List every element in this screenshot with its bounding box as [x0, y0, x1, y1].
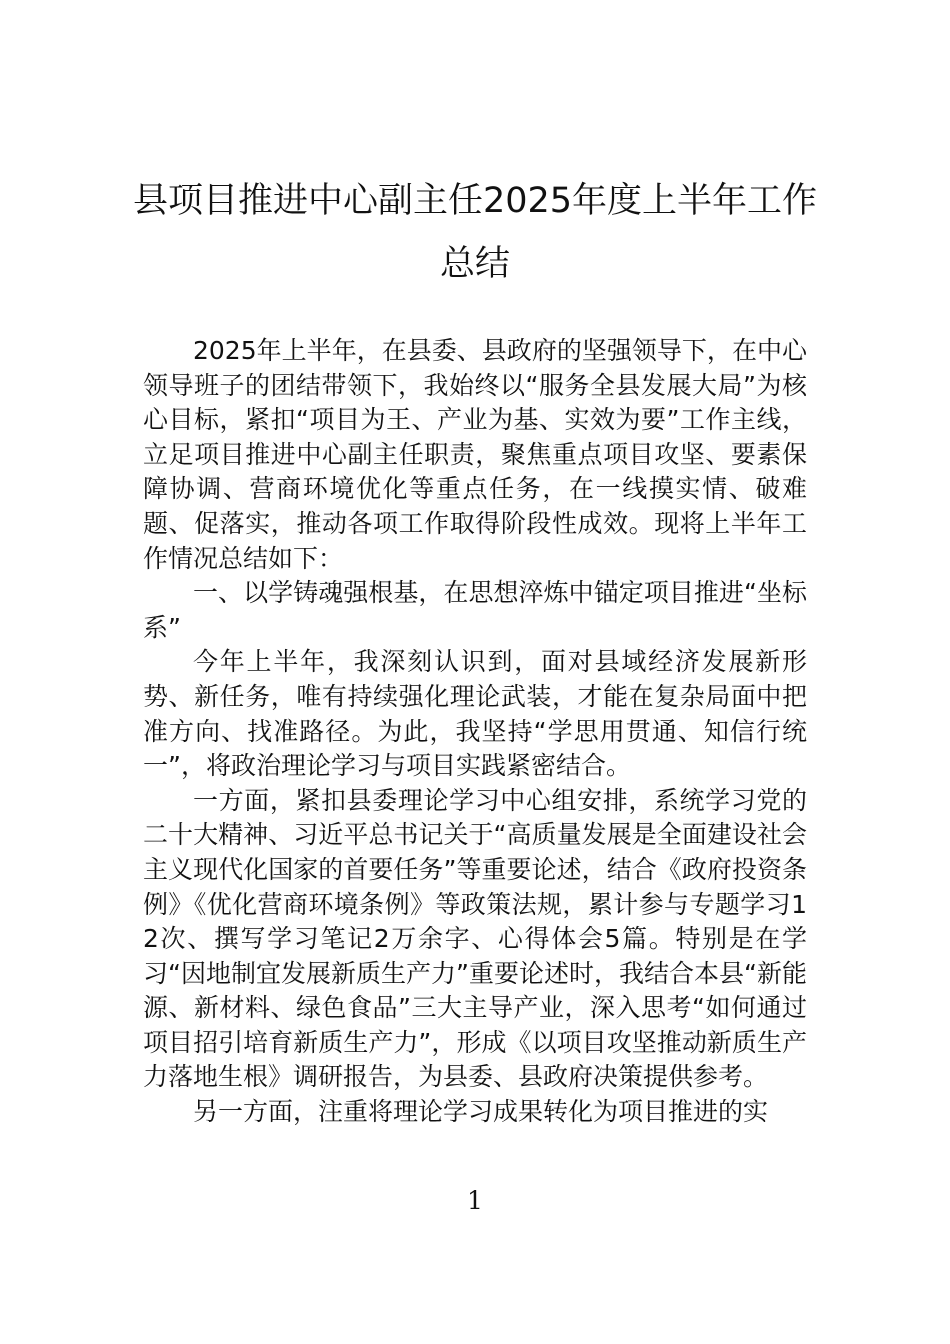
page-number: 1	[467, 1186, 483, 1215]
paragraph-3: 另一方面，注重将理论学习成果转化为项目推进的实	[193, 1097, 769, 1127]
section-heading-1: 一、以学铸魂强根基，在思想淬炼中锚定项目推进“坐标系”	[143, 578, 807, 642]
document-title: 县项目推进中心副主任2025年度上半年工作总结	[132, 181, 818, 284]
paragraph-intro: 2025年上半年，在县委、县政府的坚强领导下，在中心领导班子的团结带领下，我始终以“服务全县发展大局”为核心目标，紧扣“项目为王、产业为基、实效为要”工作主线，立足项目推进中心副主任职责，聚焦重点项目攻坚、要素保障协调、营商环境优化等重点任务，在一线摸实情、破难题、促落实，推动各项工作取得阶段性成效。现将上半年工作情况总结如下：	[143, 336, 807, 573]
document-body	[143, 334, 807, 1130]
paragraph-1: 今年上半年，我深刻认识到，面对县域经济发展新形势、新任务，唯有持续强化理论武装，才能在复杂局面中把准方向、找准路径。为此，我坚持“学思用贯通、知信行统一”，将政治理论学习与项目实践紧密结合。	[143, 647, 807, 781]
paragraph-2: 一方面，紧扣县委理论学习中心组安排，系统学习党的二十大精神、习近平总书记关于“高质量发展是全面建设社会主义现代化国家的首要任务”等重要论述，结合《政府投资条例》《优化营商环境条例》等政策法规，累计参与专题学习12次、撰写学习笔记2万余字、心得体会5篇。特别是在学习“因地制宜发展新质生产力”重要论述时，我结合本县“新能源、新材料、绿色食品”三大主导产业，深入思考“如何通过项目招引培育新质生产力”，形成《以项目攻坚推动新质生产力落地生根》调研报告，为县委、县政府决策提供参考。	[143, 785, 807, 1092]
